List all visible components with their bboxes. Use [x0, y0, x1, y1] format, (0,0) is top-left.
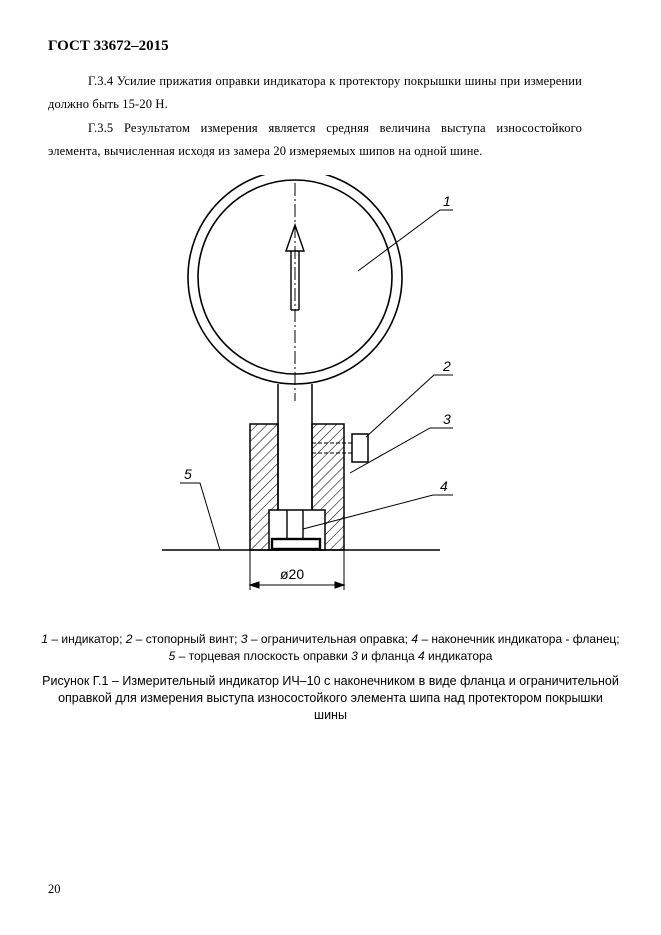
label-5: 5: [184, 466, 192, 482]
flange: [272, 539, 320, 549]
indicator-drawing: [150, 175, 470, 595]
legend-text-2: – стопорный винт;: [132, 632, 241, 646]
dimension-label: ø20: [280, 566, 305, 582]
label-2: 2: [443, 358, 451, 374]
document-header: ГОСТ 33672–2015: [48, 38, 169, 54]
legend-num-2: 2: [125, 632, 133, 646]
legend-num-4: 4: [411, 632, 419, 646]
label-3: 3: [443, 411, 451, 427]
legend-text-1: – индикатор;: [48, 632, 126, 646]
legend-text-4: – наконечник индикатора - фланец;: [418, 632, 620, 646]
label-4: 4: [440, 478, 448, 494]
paragraph-g-3-4: Г.3.4 Усилие прижатия оправки индикатора к протектору покрышки шины при измерении должно быть 15-20 Н.: [48, 74, 582, 111]
page-number: 20: [48, 882, 61, 896]
figure-legend: [40, 631, 621, 665]
legend-num-5: 5: [168, 649, 176, 663]
indicator-stem: [278, 384, 312, 510]
restricting-mandrel: [250, 424, 344, 550]
legend-text-5: – торцевая плоскость оправки: [175, 649, 352, 663]
legend-text-3: – ограничительная оправка;: [247, 632, 412, 646]
locking-screw: [352, 434, 368, 462]
legend-num-1: 1: [41, 632, 49, 646]
paragraph-g-3-5: Г.3.5 Результатом измерения является средняя величина выступа износостойкого элемента, вычисленная исходя из замера 20 измеряемых шипов на одной шине.: [48, 121, 582, 158]
legend-num-3: 3: [240, 632, 248, 646]
figure-caption: Рисунок Г.1 – Измерительный индикатор ИЧ–10 с наконечником в виде фланца и ограничительной оправкой для измерения выступа износостойкого элемента шипа над протектором покрышки шины: [42, 674, 619, 722]
label-1: 1: [443, 193, 451, 209]
figure-g1: [150, 175, 470, 595]
legend-text-6: и фланца: [357, 649, 418, 663]
legend-num-7: 4: [418, 649, 425, 663]
legend-num-6: 3: [351, 649, 358, 663]
legend-text-7: индикатора: [424, 649, 493, 663]
